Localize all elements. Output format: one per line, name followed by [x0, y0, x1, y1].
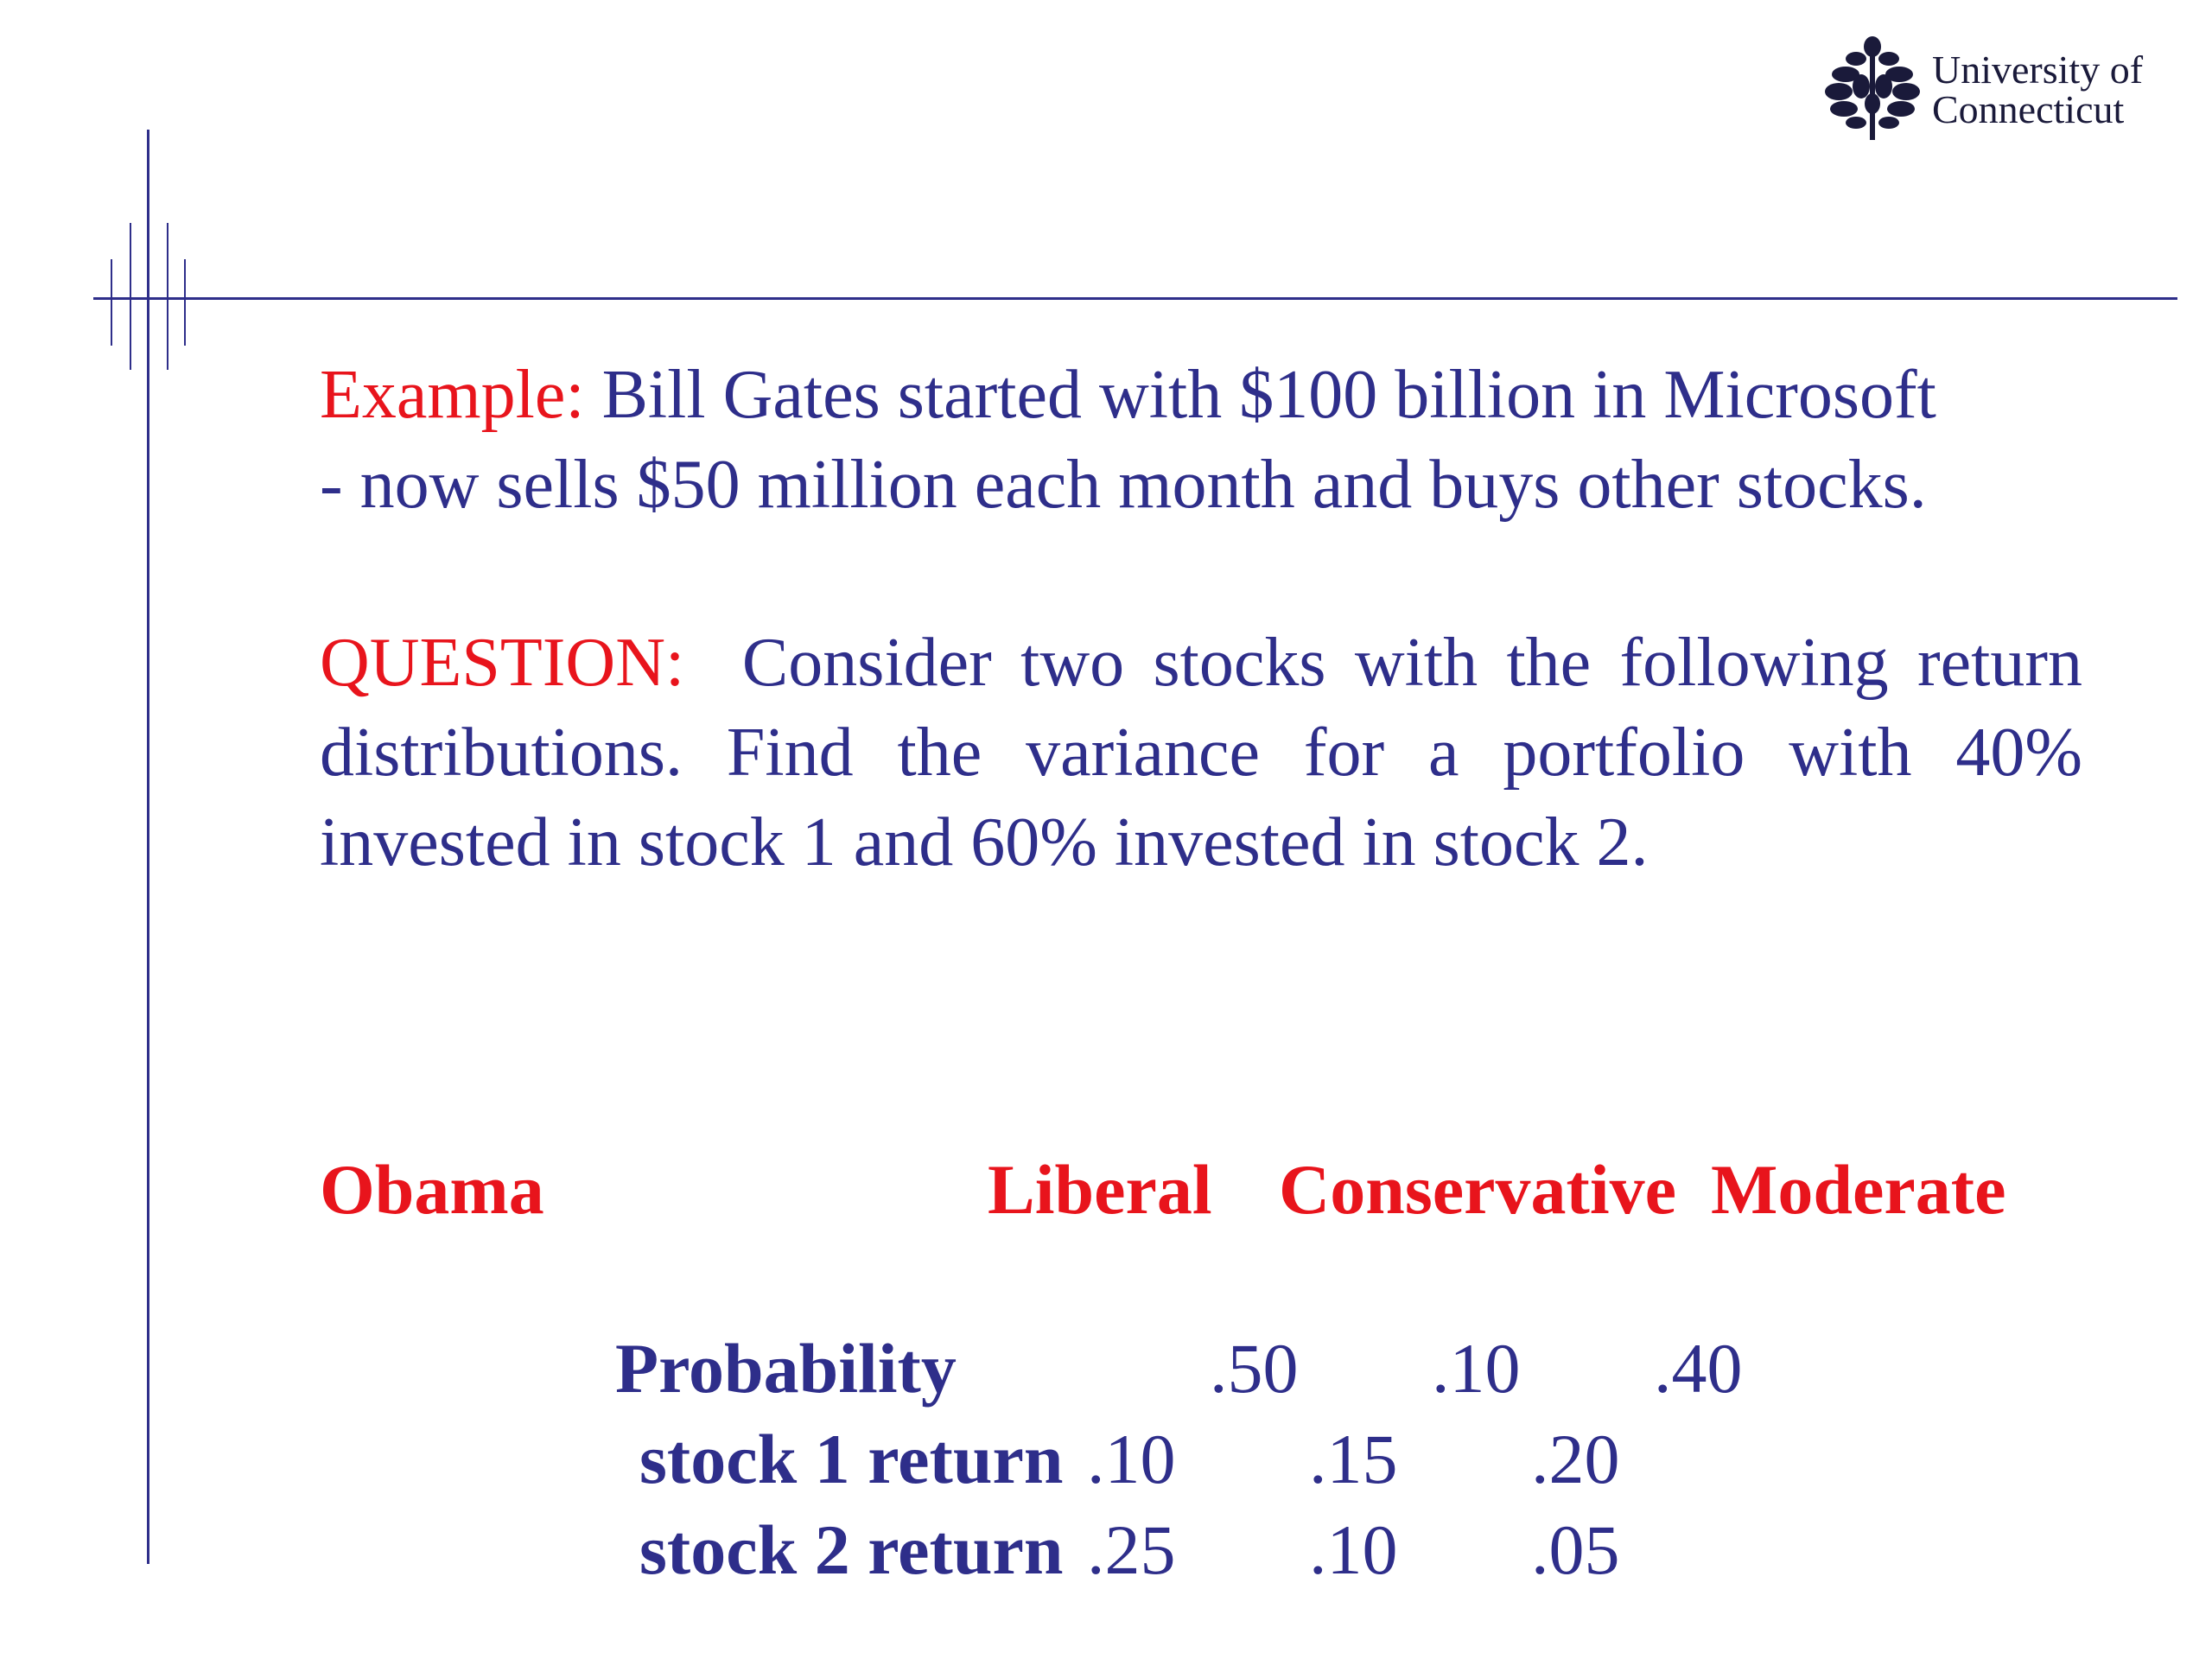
column-header-conservative: Conservative — [1279, 1150, 1677, 1229]
question-label: QUESTION: — [320, 625, 685, 701]
left-vertical-rule — [147, 130, 149, 1564]
table-cell: .20 — [1531, 1420, 1620, 1498]
table-row — [639, 1510, 1849, 1596]
column-header-liberal: Liberal — [988, 1150, 1212, 1229]
table-cell: .10 — [1087, 1420, 1176, 1498]
oak-leaf-seal-icon — [1821, 35, 1923, 145]
example-line-1 — [320, 350, 2082, 440]
table-cell: .10 — [1432, 1329, 1521, 1408]
example-label: Example: — [320, 357, 585, 433]
logo-line-2: Connecticut — [1932, 87, 2125, 131]
example-line-2: - now sells $50 million each month and buys other stocks. — [320, 447, 1927, 523]
example-text-1: Bill Gates started with $100 billion in Microsoft — [584, 357, 1936, 433]
table-cell: .15 — [1309, 1420, 1398, 1498]
question-text: Consider two stocks with the following return distributions. Find the variance for a portfolio with 40% invested in stock 1 and 60% invested in stock 2. — [320, 625, 2082, 880]
row-label: stock 2 return — [639, 1510, 1064, 1589]
table-cell: .25 — [1087, 1510, 1176, 1589]
tick-mark — [184, 259, 186, 346]
tick-mark — [167, 223, 168, 370]
tick-mark — [130, 223, 131, 370]
table-cell: .05 — [1531, 1510, 1620, 1589]
row-label: Probability — [615, 1329, 957, 1408]
row-label: stock 1 return — [639, 1420, 1064, 1498]
university-logo — [1821, 35, 2184, 147]
question-paragraph — [320, 618, 2082, 887]
table-cell: .40 — [1654, 1329, 1743, 1408]
table-row — [639, 1419, 1849, 1505]
table-corner-label: Obama — [320, 1150, 544, 1229]
column-header-moderate: Moderate — [1711, 1150, 2006, 1229]
table-cell: .50 — [1210, 1329, 1299, 1408]
top-horizontal-rule — [93, 297, 2177, 300]
logo-line-1: University of — [1932, 48, 2144, 92]
example-paragraph — [320, 350, 2082, 530]
table-row — [615, 1328, 1825, 1414]
table-cell: .10 — [1309, 1510, 1398, 1589]
tick-mark — [111, 259, 112, 346]
